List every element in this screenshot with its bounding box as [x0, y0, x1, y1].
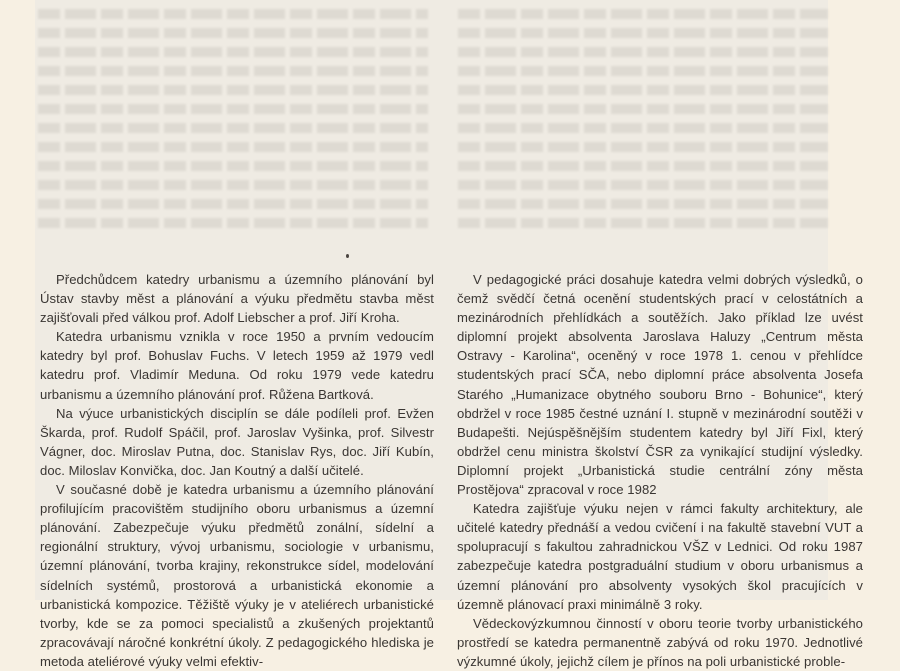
paragraph: Katedra urbanismu vznikla v roce 1950 a prvním vedoucím katedry byl prof. Bohuslav Fuchs. V letech 1959 až 1979 vedl katedru prof. Vladimír Meduna. Od roku 1979 vede katedru urbanismu a územního plánování prof. Růžena Bartková. [40, 329, 434, 402]
ink-speck [346, 254, 349, 258]
right-text-column [457, 270, 863, 671]
paragraph: Vědeckovýzkumnou činností v oboru teorie tvorby urbanistického prostředí se katedra permanentně zabývá od roku 1970. Jednotlivé výzkumné úkoly, jejichž cílem je přínos na poli urbanistické proble- [457, 615, 863, 669]
paragraph: Na výuce urbanistických disciplín se dále podíleli prof. Evžen Škarda, prof. Rudolf Spáčil, prof. Jaroslav Vyšinka, prof. Silvestr Vágner, doc. Miroslav Putna, doc. Stanislav Rys, doc. Jiří Kubín, doc. Miloslav Konvička, doc. Jan Koutný a další učitelé. [40, 405, 434, 478]
show-through-left-column [38, 0, 428, 228]
show-through-right-column [458, 0, 828, 228]
paragraph: V současné době je katedra urbanismu a územního plánování profilujícím pracovištěm studijního oboru urbanismus a územní plánování. Zabezpečuje výuku předmětů zonální, sídelní a regionální struktury, vývoj urbanismu, sociologie v urbanismu, územní plánování, tvorba krajiny, rekonstrukce sídel, modelování sídelních systémů, prostorová a urbanistická ekonomie a urbanistická kompozice. Těžiště výuky je v ateliérech urbanistické tvorby, kde se za pomoci specialistů a zkušených projektantů zpracovávají náročné konkrétní úkoly. Z pedagogického hlediska je metoda ateliérové výuky velmi efektiv- [40, 482, 434, 669]
show-through-text-area [38, 0, 828, 250]
paragraph: V pedagogické práci dosahuje katedra velmi dobrých výsledků, o čemž svědčí četná ocenění studentských prací v celostátních a mezinárodních přehlídkách a soutěžích. Jako příklad lze uvést diplomní projekt absolventa Jaroslava Haluzy „Centrum města Ostravy - Karolina“, oceněný v roce 1978 1. cenou v přehlídce studentských prací SČA, nebo diplomní práce absolventa Josefa Starého „Humanizace obytného souboru Brno - Bohunice“, který obdržel v roce 1985 čestné uznání I. stupně v mezinárodní soutěži v Budapešti. Nejúspěšnějším studentem katedry byl Jiří Fixl, který obdržel cenu ministra školství ČSR za vynikající studijní výsledky. Diplomní projekt „Urbanistická studie centrální zóny města Prostějova“ zpracoval v roce 1982 [457, 272, 863, 498]
paragraph: Předchůdcem katedry urbanismu a územního plánování byl Ústav stavby měst a plánování a výuku předmětu stavba měst zajišťovali před válkou prof. Adolf Liebscher a prof. Jiří Kroha. [40, 272, 434, 326]
paragraph: Katedra zajišťuje výuku nejen v rámci fakulty architektury, ale učitelé katedry přednáší a vedou cvičení i na fakultě stavební VUT a spolupracují s fakultou zahradnickou VŠZ v Lednici. Od roku 1987 zabezpečuje katedra postgraduální studium v oboru urbanismus a územní plánování pro absolventy vysokých škol pracujících v územně plánovací praxi minimálně 3 roky. [457, 501, 863, 612]
left-text-column [40, 270, 434, 671]
